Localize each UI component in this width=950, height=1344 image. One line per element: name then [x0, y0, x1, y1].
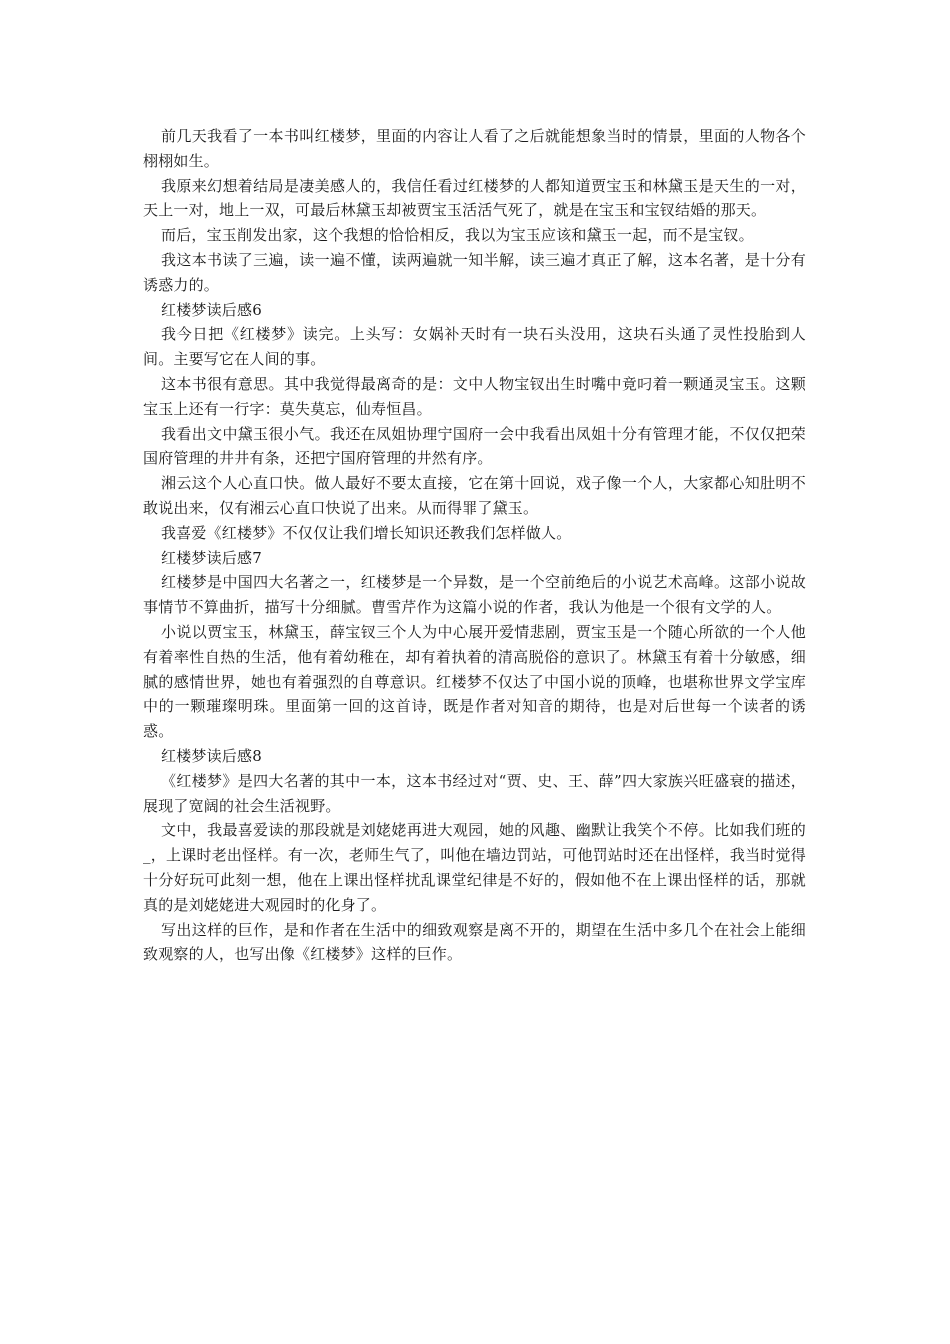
paragraph: 小说以贾宝玉，林黛玉，薛宝钗三个人为中心展开爱情悲剧，贾宝玉是一个随心所欲的一个人他有着率性自热的生活，他有着幼稚在，却有着执着的清高脱俗的意识了。林黛玉有着十分敏感，细腻的感情世界，她也有着强烈的自尊意识。红楼梦不仅达了中国小说的顶峰，也堪称世界文学宝库中的一颗璀璨明珠。里面第一回的这首诗，既是作者对知音的期待，也是对后世每一个读者的诱惑。 — [143, 622, 806, 741]
paragraph: 我原来幻想着结局是凄美感人的，我信任看过红楼梦的人都知道贾宝玉和林黛玉是天生的一对，天上一对，地上一双，可最后林黛玉却被贾宝玉活活气死了，就是在宝玉和宝钗结婚的那天。 — [143, 176, 806, 220]
section-heading: 红楼梦读后感6 — [161, 300, 262, 319]
paragraph: 红楼梦是中国四大名著之一，红楼梦是一个异数，是一个空前绝后的小说艺术高峰。这部小说故事情节不算曲折，描写十分细腻。曹雪芹作为这篇小说的作者，我认为他是一个很有文学的人。 — [143, 573, 806, 617]
paragraph: 而后，宝玉削发出家，这个我想的恰恰相反，我以为宝玉应该和黛玉一起，而不是宝钗。 — [161, 226, 754, 245]
paragraph: 前几天我看了一本书叫红楼梦，里面的内容让人看了之后就能想象当时的情景，里面的人物各个栩栩如生。 — [143, 127, 806, 170]
paragraph: 这本书很有意思。其中我觉得最离奇的是：文中人物宝钗出生时嘴中竟叼着一颗通灵宝玉。这颗宝玉上还有一行字：莫失莫忘，仙寿恒昌。 — [143, 374, 806, 418]
section-heading: 红楼梦读后感7 — [161, 548, 262, 567]
document-body — [143, 124, 806, 967]
paragraph: 《红楼梦》是四大名著的其中一本，这本书经过对“贾、史、王、薛”四大家族兴旺盛衰的描述，展现了宽阔的社会生活视野。 — [143, 771, 806, 815]
paragraph: 文中，我最喜爱读的那段就是刘姥姥再进大观园，她的风趣、幽默让我笑个不停。比如我们班的_，上课时老出怪样。有一次，老师生气了，叫他在墙边罚站，可他罚站时还在出怪样，我当时觉得十分好玩可此刻一想，他在上课出怪样扰乱课堂纪律是不好的，假如他不在上课出怪样的话，那就真的是刘姥姥进大观园时的化身了。 — [143, 821, 806, 914]
paragraph: 我看出文中黛玉很小气。我还在凤姐协理宁国府一会中我看出凤姐十分有管理才能，不仅仅把荣国府管理的井井有条，还把宁国府管理的井然有序。 — [143, 424, 806, 468]
paragraph: 写出这样的巨作，是和作者在生活中的细致观察是离不开的，期望在生活中多几个在社会上能细致观察的人，也写出像《红楼梦》这样的巨作。 — [143, 920, 806, 964]
paragraph: 我喜爱《红楼梦》不仅仅让我们增长知识还教我们怎样做人。 — [161, 523, 572, 542]
paragraph: 我这本书读了三遍，读一遍不懂，读两遍就一知半解，读三遍才真正了解，这本名著，是十分有诱惑力的。 — [143, 250, 806, 294]
paragraph: 湘云这个人心直口快。做人最好不要太直接，它在第十回说，戏子像一个人，大家都心知肚明不敢说出来，仅有湘云心直口快说了出来。从而得罪了黛玉。 — [143, 474, 806, 517]
paragraph: 我今日把《红楼梦》读完。上头写：女娲补天时有一块石头没用，这块石头通了灵性投胎到人间。主要写它在人间的事。 — [143, 325, 806, 369]
section-heading: 红楼梦读后感8 — [161, 746, 262, 765]
